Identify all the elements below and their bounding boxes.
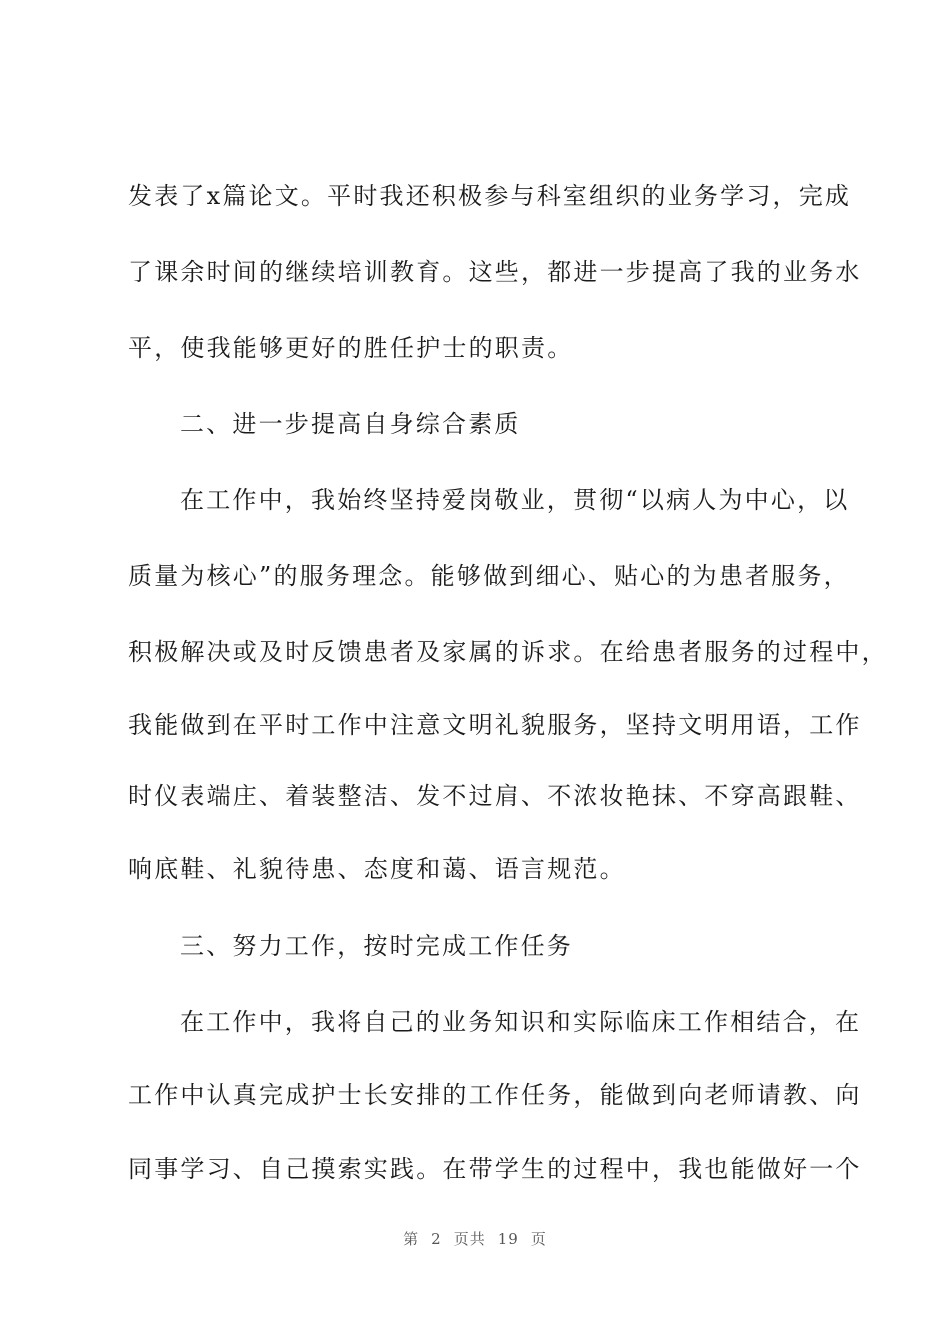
body-text-line: 发表了x篇论文。平时我还积极参与科室组织的业务学习，完成 bbox=[128, 182, 852, 210]
section-heading: 二、进一步提高自身综合素质 bbox=[180, 410, 521, 438]
footer-prefix: 第 bbox=[403, 1230, 420, 1248]
footer-total-pages: 19 bbox=[497, 1230, 519, 1248]
body-text-line: 工作中认真完成护士长安排的工作任务，能做到向老师请教、向 bbox=[128, 1081, 862, 1109]
paragraph-first-line: 在工作中，我将自己的业务知识和实际临床工作相结合，在 bbox=[180, 1008, 862, 1036]
body-text-line: 积极解决或及时反馈患者及家属的诉求。在给患者服务的过程中， bbox=[128, 638, 888, 666]
page-footer bbox=[0, 1228, 950, 1249]
paragraph-first-line: 在工作中，我始终坚持爱岗敬业，贯彻“以病人为中心，以 bbox=[180, 486, 850, 514]
body-text-line: 了课余时间的继续培训教育。这些，都进一步提高了我的业务水 bbox=[128, 258, 862, 286]
body-text-line: 同事学习、自己摸索实践。在带学生的过程中，我也能做好一个 bbox=[128, 1155, 862, 1183]
body-text-line: 时仪表端庄、着装整洁、发不过肩、不浓妆艳抹、不穿高跟鞋、 bbox=[128, 782, 862, 810]
footer-page-number: 2 bbox=[431, 1230, 442, 1248]
footer-suffix: 页 bbox=[530, 1230, 547, 1248]
footer-middle: 页共 bbox=[453, 1230, 486, 1248]
body-text-line: 平，使我能够更好的胜任护士的职责。 bbox=[128, 334, 574, 362]
section-heading: 三、努力工作，按时完成工作任务 bbox=[180, 932, 573, 960]
body-text-line: 响底鞋、礼貌待患、态度和蔼、语言规范。 bbox=[128, 855, 626, 883]
body-text-line: 质量为核心”的服务理念。能够做到细心、贴心的为患者服务， bbox=[128, 562, 850, 590]
body-text-line: 我能做到在平时工作中注意文明礼貌服务，坚持文明用语，工作 bbox=[128, 711, 862, 739]
